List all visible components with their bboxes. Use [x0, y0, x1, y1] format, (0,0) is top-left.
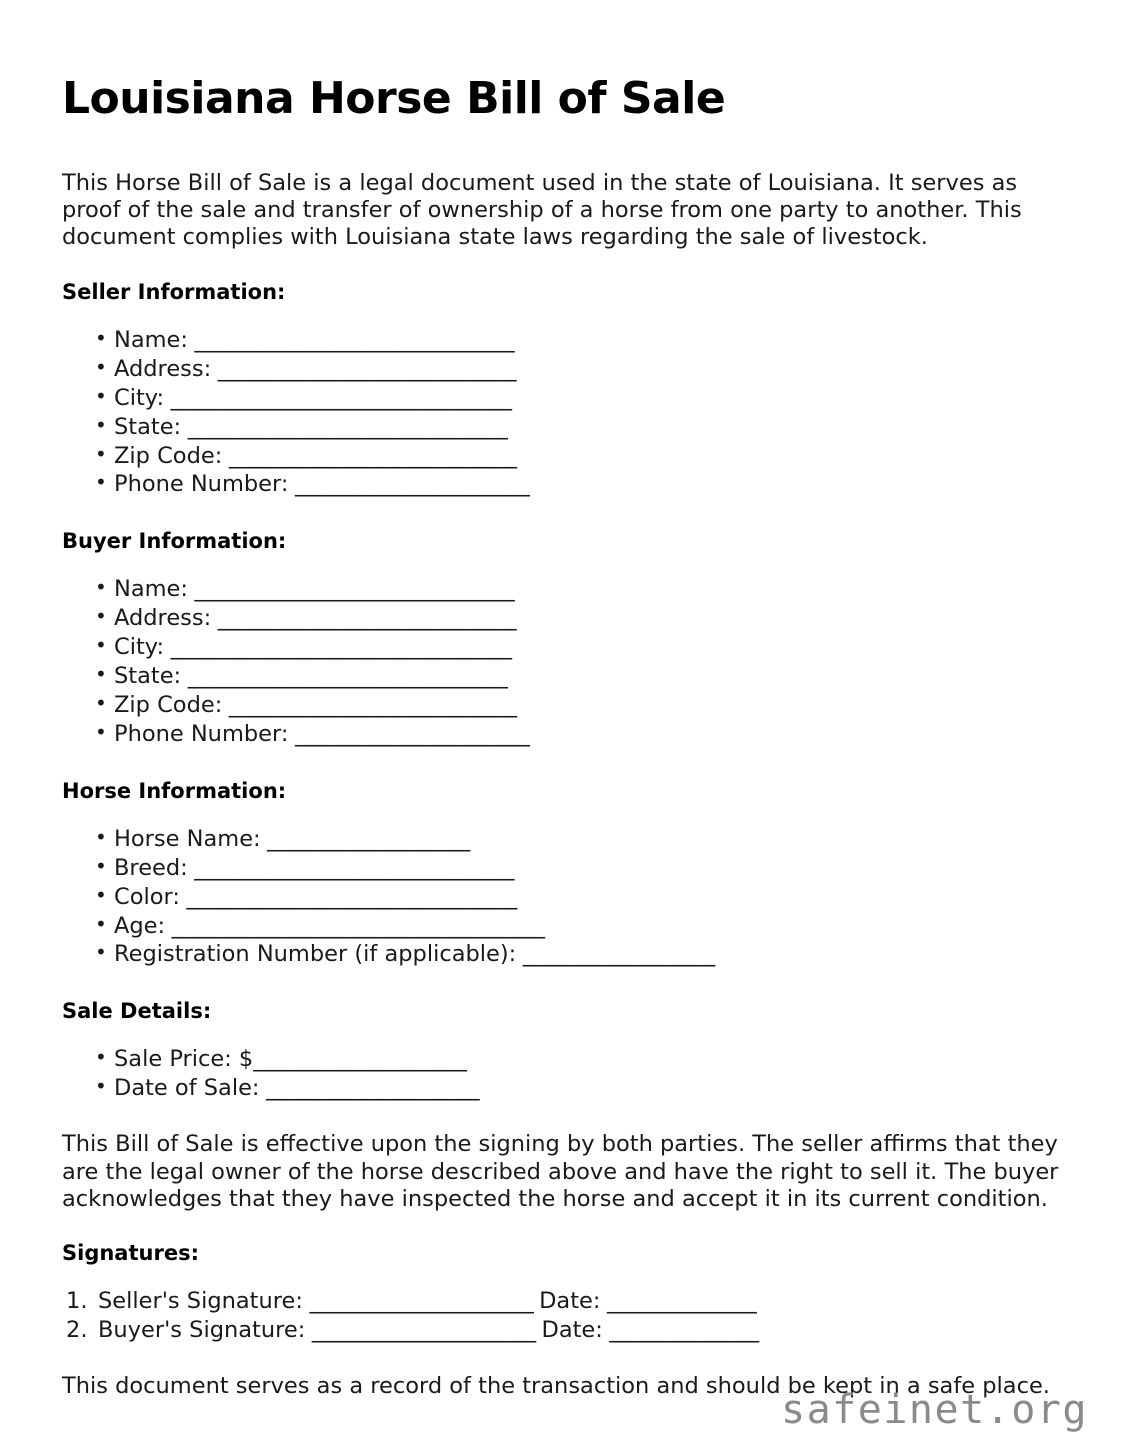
field-label: Zip Code:	[114, 691, 223, 718]
horse-field-list	[62, 825, 1062, 970]
sale-details-heading: Sale Details:	[62, 999, 212, 1024]
page-title: Louisiana Horse Bill of Sale	[62, 73, 726, 124]
field-blank[interactable]: ____________________	[259, 1075, 480, 1102]
sale-field-list	[62, 1045, 1062, 1103]
field-blank[interactable]: ______________________	[288, 720, 530, 747]
field-label: Date of Sale:	[114, 1075, 260, 1102]
field-blank[interactable]: ________________________________	[164, 634, 512, 661]
signature-blank[interactable]: _____________________	[305, 1317, 536, 1344]
spacer	[62, 304, 1062, 326]
list-item	[62, 691, 1062, 720]
field-label: State:	[114, 413, 182, 440]
list-item	[62, 470, 1062, 499]
spacer	[62, 1103, 1062, 1131]
field-label: Name:	[114, 576, 188, 603]
spacer	[62, 803, 1062, 825]
signatures-list	[62, 1287, 1062, 1345]
field-label: Phone Number:	[114, 471, 289, 498]
list-item	[62, 442, 1062, 471]
field-label: Address:	[114, 355, 212, 382]
spacer	[62, 969, 1062, 999]
list-item	[62, 1287, 1062, 1316]
spacer	[62, 1023, 1062, 1045]
field-blank[interactable]: ______________________________	[181, 413, 508, 440]
field-blank[interactable]: _______________________________	[179, 883, 517, 910]
field-blank[interactable]: ____________________	[253, 1046, 467, 1073]
field-label: Breed:	[114, 854, 188, 881]
list-item	[62, 825, 1062, 854]
list-item	[62, 326, 1062, 355]
field-label: City:	[114, 384, 165, 411]
field-label: Zip Code:	[114, 442, 223, 469]
signature-blank[interactable]: _____________________	[302, 1288, 534, 1315]
list-item	[62, 413, 1062, 442]
field-blank[interactable]: ______________________________	[187, 854, 514, 881]
date-blank[interactable]: ______________	[602, 1317, 759, 1344]
list-item	[62, 384, 1062, 413]
effective-paragraph: This Bill of Sale is effective upon the signing by both parties. The seller affirms that they are the legal owner of the horse described above and have the right to sell it. The buyer acknowledges that they have inspected the horse and accept it in its current condition.	[62, 1131, 1059, 1212]
spacer	[62, 749, 1062, 779]
field-label: Color:	[114, 883, 180, 910]
intro-paragraph: This Horse Bill of Sale is a legal document used in the state of Louisiana. It serves as proof of the sale and transfer of ownership of a horse from one party to another. This document complies with Louisiana state laws regarding the sale of livestock.	[62, 169, 1022, 251]
field-blank[interactable]: ______________________________	[187, 326, 515, 353]
spacer	[62, 499, 1062, 529]
list-item	[62, 854, 1062, 883]
field-blank[interactable]: ________________________________	[164, 384, 512, 411]
list-item	[62, 575, 1062, 604]
field-label: City:	[114, 634, 165, 661]
field-blank[interactable]: ___________________________________	[165, 912, 545, 939]
spacer	[62, 1265, 1062, 1287]
spacer	[62, 1213, 1062, 1241]
list-item	[62, 720, 1062, 749]
field-label: Phone Number:	[114, 720, 289, 747]
seller-information-heading: Seller Information:	[62, 279, 286, 304]
field-label: Horse Name:	[114, 825, 261, 852]
signature-label: Seller's Signature:	[98, 1288, 303, 1315]
field-label: State:	[114, 663, 182, 690]
signature-label: Buyer's Signature:	[98, 1317, 306, 1344]
signatures-heading: Signatures:	[62, 1241, 199, 1266]
spacer	[62, 252, 1062, 280]
list-item	[62, 883, 1062, 912]
seller-field-list	[62, 326, 1062, 499]
field-blank[interactable]: ______________________________	[187, 576, 515, 603]
date-label: Date:	[541, 1317, 603, 1344]
list-item	[62, 662, 1062, 691]
field-blank[interactable]: ______________________________	[181, 663, 508, 690]
closing-paragraph: This document serves as a record of the transaction and should be kept in a safe place.	[62, 1373, 1050, 1400]
list-item	[62, 912, 1062, 941]
field-blank[interactable]: ___________________	[260, 825, 470, 852]
field-label: Address:	[114, 605, 212, 632]
field-blank[interactable]: ___________________________	[222, 442, 517, 469]
buyer-field-list	[62, 575, 1062, 748]
field-label: Sale Price: $	[114, 1046, 254, 1073]
list-item	[62, 1074, 1062, 1103]
field-blank[interactable]: ____________________________	[211, 605, 516, 632]
date-blank[interactable]: ______________	[600, 1288, 757, 1315]
field-blank[interactable]: ______________________	[288, 471, 530, 498]
field-label: Registration Number (if applicable):	[114, 941, 517, 968]
field-blank[interactable]: ____________________________	[211, 355, 516, 382]
spacer	[62, 553, 1062, 575]
buyer-information-heading: Buyer Information:	[62, 529, 287, 554]
horse-information-heading: Horse Information:	[62, 778, 287, 803]
field-label: Age:	[114, 912, 166, 939]
field-blank[interactable]: ___________________________	[222, 691, 517, 718]
site-watermark: safeinet.org	[781, 1387, 1088, 1433]
spacer	[62, 1345, 1062, 1373]
list-item	[62, 633, 1062, 662]
date-label: Date:	[539, 1288, 601, 1315]
list-item	[62, 355, 1062, 384]
field-label: Name:	[114, 326, 188, 353]
list-item	[62, 940, 1062, 969]
field-blank[interactable]: __________________	[516, 941, 715, 968]
list-item	[62, 1316, 1062, 1345]
list-item	[62, 604, 1062, 633]
list-item	[62, 1045, 1062, 1074]
